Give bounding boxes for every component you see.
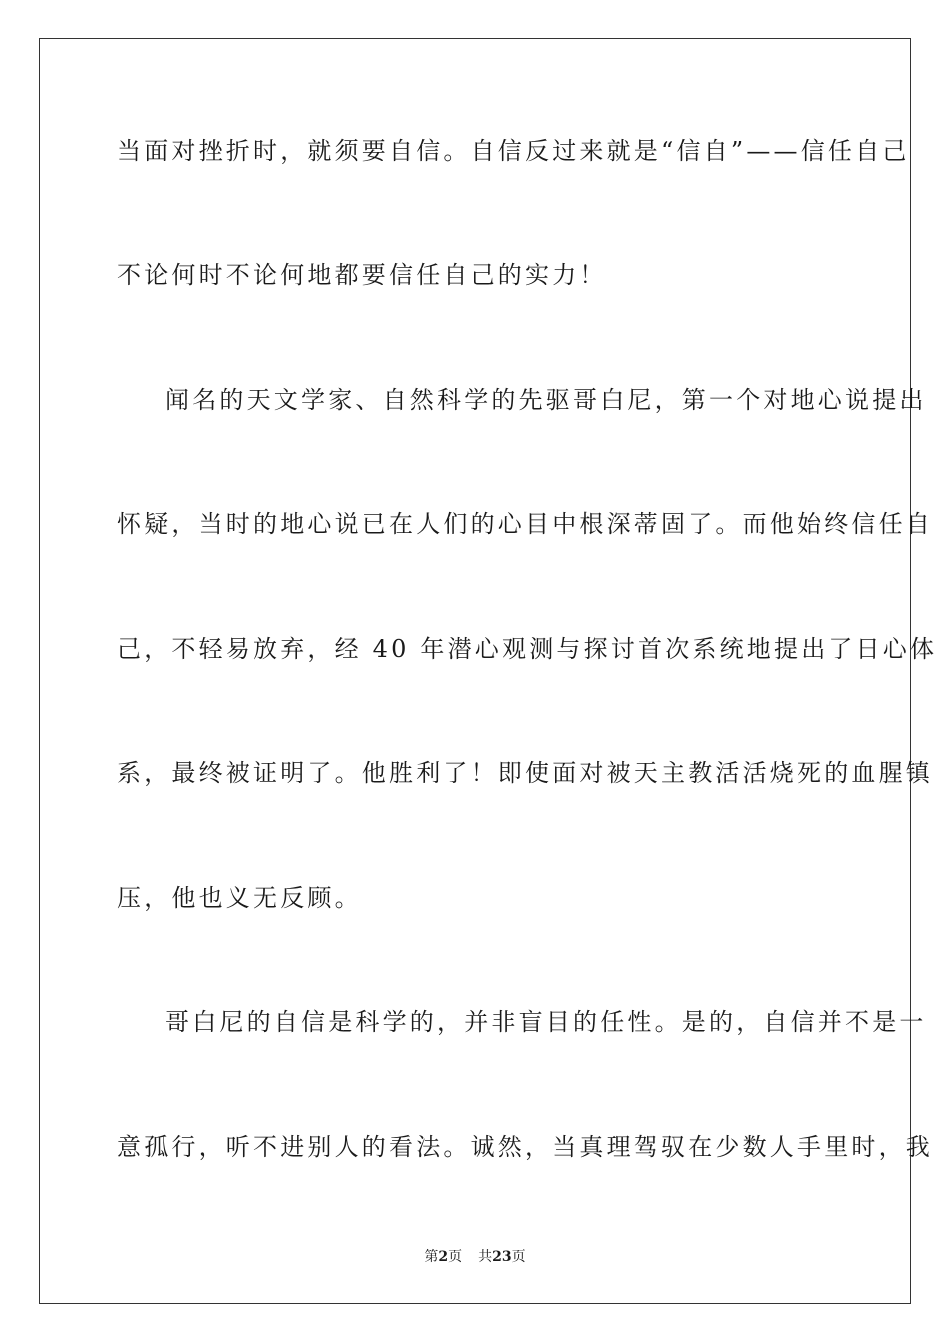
footer-total-suffix: 页	[511, 1249, 526, 1265]
text-line-1: 当面对挫折时，就须要自信。自信反过来就是“信自”——信任自己	[117, 137, 910, 165]
footer-total-pages: 23	[492, 1249, 512, 1265]
text-line-8: 哥白尼的自信是科学的，并非盲目的任性。是的，自信并不是一	[165, 1008, 927, 1036]
footer-page-number: 2	[438, 1249, 449, 1265]
text-line-4: 怀疑，当时的地心说已在人们的心目中根深蒂固了。而他始终信任自	[117, 510, 933, 538]
page-border	[39, 38, 938, 1304]
footer-total-prefix: 共	[478, 1249, 493, 1265]
page-footer	[0, 1247, 950, 1267]
text-line-5: 己，不轻易放弃，经 40 年潜心观测与探讨首次系统地提出了日心体	[117, 635, 938, 663]
text-line-9: 意孤行，听不进别人的看法。诚然，当真理驾驭在少数人手里时，我	[117, 1133, 933, 1161]
text-line-3: 闻名的天文学家、自然科学的先驱哥白尼，第一个对地心说提出	[165, 386, 927, 414]
footer-page-suffix: 页	[448, 1249, 463, 1265]
text-line-6: 系，最终被证明了。他胜利了！即使面对被天主教活活烧死的血腥镇	[117, 759, 933, 787]
text-line-2: 不论何时不论何地都要信任自己的实力！	[117, 261, 607, 289]
footer-page-prefix: 第	[424, 1249, 439, 1265]
text-line-7: 压，他也义无反顾。	[117, 884, 362, 912]
